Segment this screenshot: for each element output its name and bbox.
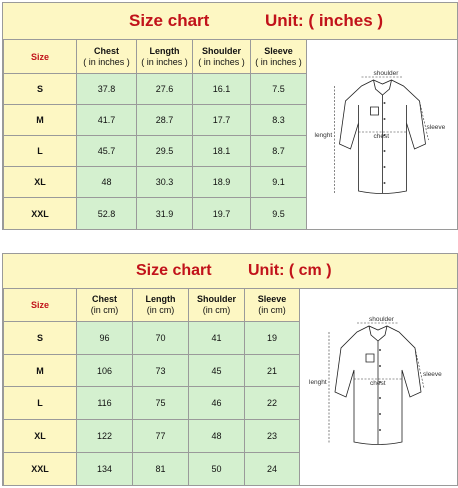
chest-cell: 96 [77,322,133,355]
table-row [4,74,307,105]
size-cell: XXL [4,198,77,230]
shoulder-cell: 48 [189,420,245,453]
size-chart-inches [2,2,458,230]
column-unit: (in cm) [258,305,286,315]
size-cell: S [4,322,77,355]
chart-unit-title: Unit: ( inches ) [265,11,384,30]
table-row [4,420,300,453]
shirt-measurement-diagram [299,288,457,485]
shoulder-column-header [189,289,245,322]
shirt-measurement-diagram [306,39,457,229]
figure-label-shoulder: shoulder [373,70,399,77]
sleeve-cell: 7.5 [251,74,307,105]
figure-label-chest: chest [373,133,390,140]
size-cell: L [4,387,77,420]
sleeve-cell: 8.7 [251,136,307,167]
column-name: Chest [91,294,117,304]
table-row [4,167,307,198]
sleeve-cell: 9.1 [251,167,307,198]
size-table [3,39,307,230]
size-column-header: Size [4,289,77,322]
column-unit: (in cm) [202,305,231,315]
shoulder-cell: 50 [189,453,245,486]
figure-label-sleeve: sleeve [423,371,442,378]
sleeve-column-header [251,40,307,74]
column-name: Sleeve [264,45,293,56]
figure-label-sleeve: sleeve [426,124,446,131]
length-cell: 27.6 [137,74,193,105]
length-cell: 31.9 [137,198,193,230]
sleeve-cell: 22 [245,387,300,420]
figure-label-length: lenght [309,379,327,386]
sleeve-cell: 8.3 [251,105,307,136]
chart-title: Size chart [129,11,210,30]
sleeve-column-header [245,289,300,322]
column-unit: ( in inches ) [141,56,188,67]
chart-title-bar [3,254,457,289]
length-cell: 75 [133,387,189,420]
chest-cell: 45.7 [77,136,137,167]
shoulder-cell: 16.1 [193,74,251,105]
size-column-header: Size [4,40,77,74]
shoulder-cell: 17.7 [193,105,251,136]
size-cell: XL [4,420,77,453]
shoulder-cell: 18.1 [193,136,251,167]
size-table [3,288,300,486]
figure-label-length: lenght [314,132,333,139]
shirt-illustration [299,288,457,485]
chest-cell: 48 [77,167,137,198]
table-row [4,105,307,136]
shoulder-cell: 45 [189,355,245,387]
shoulder-cell: 18.9 [193,167,251,198]
shirt-illustration [306,39,457,229]
sleeve-cell: 23 [245,420,300,453]
table-row [4,322,300,355]
shoulder-cell: 41 [189,322,245,355]
column-name: Shoulder [196,294,236,304]
table-row [4,136,307,167]
chest-cell: 52.8 [77,198,137,230]
column-name: Length [145,294,176,304]
column-name: Sleeve [257,294,287,304]
figure-label-chest: chest [370,380,386,387]
length-cell: 77 [133,420,189,453]
shoulder-column-header [193,40,251,74]
chest-cell: 134 [77,453,133,486]
length-cell: 28.7 [137,105,193,136]
size-cell: XL [4,167,77,198]
sleeve-cell: 24 [245,453,300,486]
table-row [4,387,300,420]
chart-title-bar [3,3,457,40]
chest-column-header [77,40,137,74]
sleeve-cell: 9.5 [251,198,307,230]
column-name: Length [149,45,180,56]
table-header-row [4,289,300,322]
column-unit: (in cm) [146,305,175,315]
chest-cell: 122 [77,420,133,453]
chart-title: Size chart [136,262,212,279]
length-cell: 30.3 [137,167,193,198]
column-name: Chest [93,45,119,56]
size-cell: S [4,74,77,105]
length-cell: 70 [133,322,189,355]
chest-cell: 106 [77,355,133,387]
chart-unit-title: Unit: ( cm ) [248,262,332,279]
chest-column-header [77,289,133,322]
column-unit: ( in inches ) [255,56,302,67]
column-unit: ( in inches ) [198,56,245,67]
column-name: Shoulder [201,45,241,56]
chest-cell: 41.7 [77,105,137,136]
table-row [4,355,300,387]
shoulder-cell: 19.7 [193,198,251,230]
size-chart-cm [2,253,458,486]
shoulder-cell: 46 [189,387,245,420]
length-column-header [133,289,189,322]
table-row [4,198,307,230]
size-cell: L [4,136,77,167]
figure-label-shoulder: shoulder [369,316,394,323]
table-header-row [4,40,307,74]
chest-cell: 116 [77,387,133,420]
length-column-header [137,40,193,74]
column-unit: ( in inches ) [83,56,130,67]
sleeve-cell: 19 [245,322,300,355]
size-cell: XXL [4,453,77,486]
length-cell: 73 [133,355,189,387]
sleeve-cell: 21 [245,355,300,387]
size-cell: M [4,355,77,387]
length-cell: 81 [133,453,189,486]
column-unit: (in cm) [90,305,119,315]
size-cell: M [4,105,77,136]
chest-cell: 37.8 [77,74,137,105]
table-row [4,453,300,486]
length-cell: 29.5 [137,136,193,167]
